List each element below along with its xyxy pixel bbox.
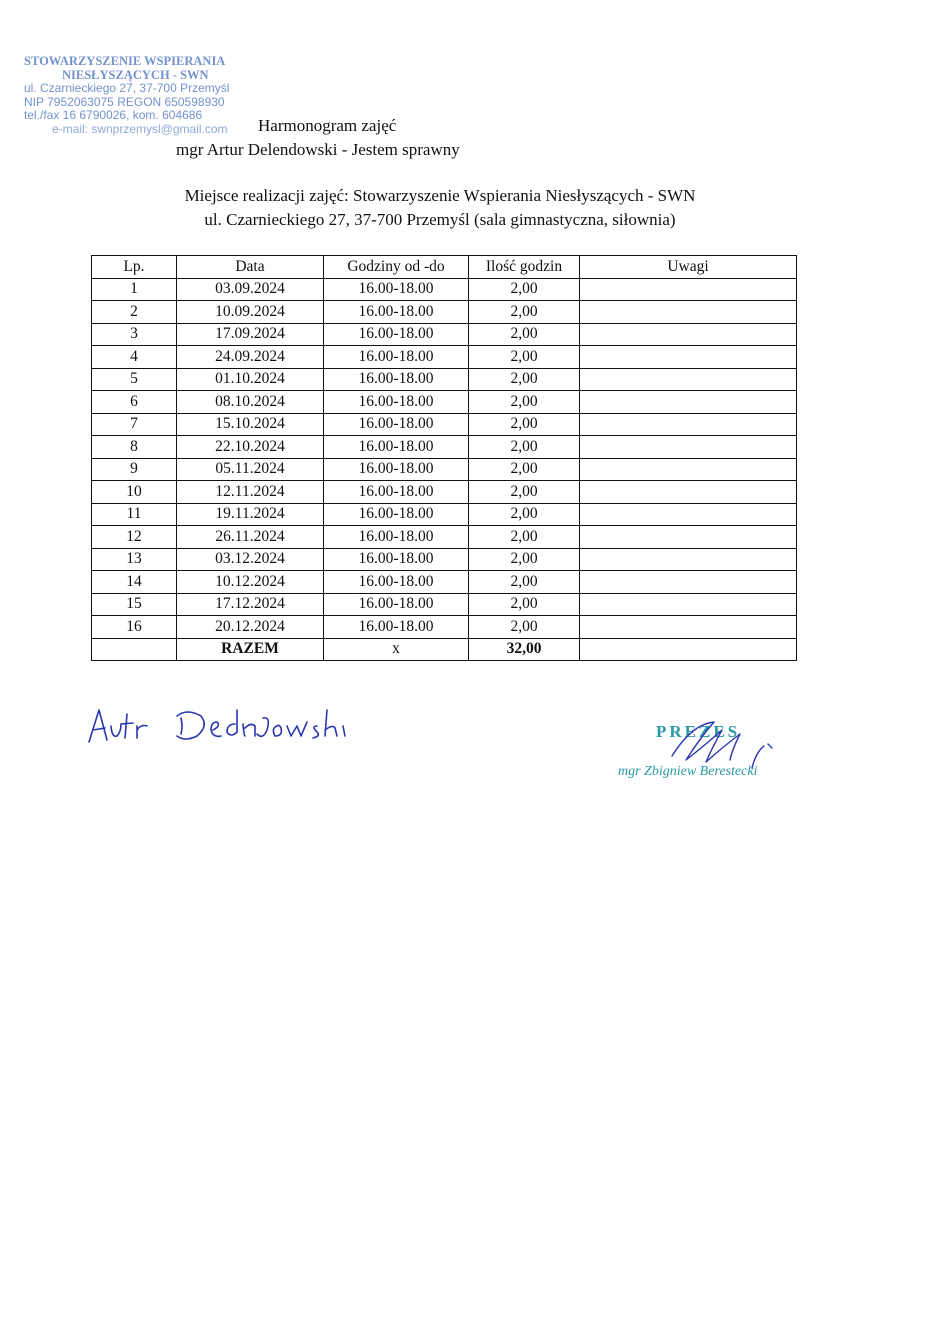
table-row — [92, 368, 797, 391]
cell-hours: 16.00-18.00 — [324, 368, 469, 391]
stamp-line-4: NIP 7952063075 REGON 650598930 — [24, 94, 225, 109]
cell-notes — [580, 413, 797, 436]
table-row — [92, 413, 797, 436]
cell-hours: 16.00-18.00 — [324, 526, 469, 549]
cell-count: 2,00 — [469, 368, 580, 391]
cell-count: 2,00 — [469, 458, 580, 481]
cell-notes — [580, 593, 797, 616]
cell-date: 03.12.2024 — [177, 548, 324, 571]
cell-count: 2,00 — [469, 346, 580, 369]
cell-hours: 16.00-18.00 — [324, 278, 469, 301]
table-row — [92, 391, 797, 414]
cell-date: 08.10.2024 — [177, 391, 324, 414]
cell-hours: 16.00-18.00 — [324, 593, 469, 616]
cell-lp: 10 — [92, 481, 177, 504]
cell-lp: 6 — [92, 391, 177, 414]
document-title: Harmonogram zajęć — [258, 116, 397, 135]
cell-count: 2,00 — [469, 413, 580, 436]
cell-date: 10.12.2024 — [177, 571, 324, 594]
cell-count: 2,00 — [469, 436, 580, 459]
document-subtitle: mgr Artur Delendowski - Jestem sprawny — [176, 140, 460, 159]
table-row — [92, 571, 797, 594]
cell-hours: 16.00-18.00 — [324, 346, 469, 369]
cell-hours: 16.00-18.00 — [324, 323, 469, 346]
cell-lp: 15 — [92, 593, 177, 616]
cell-lp: 13 — [92, 548, 177, 571]
table-row — [92, 481, 797, 504]
cell-lp: 12 — [92, 526, 177, 549]
column-header-date: Data — [177, 256, 324, 279]
cell-notes — [580, 368, 797, 391]
table-row — [92, 278, 797, 301]
cell-date: 26.11.2024 — [177, 526, 324, 549]
cell-hours: 16.00-18.00 — [324, 301, 469, 324]
president-label: PREZES — [656, 722, 741, 741]
column-header-hours: Godziny od -do — [324, 256, 469, 279]
cell-lp: 7 — [92, 413, 177, 436]
table-row — [92, 526, 797, 549]
cell-date: 15.10.2024 — [177, 413, 324, 436]
table-row — [92, 503, 797, 526]
cell-hours: 16.00-18.00 — [324, 503, 469, 526]
stamp-line-6: e-mail: swnprzemysl@gmail.com — [52, 121, 228, 136]
total-hours-cell: x — [324, 638, 469, 661]
cell-lp: 1 — [92, 278, 177, 301]
cell-hours: 16.00-18.00 — [324, 616, 469, 639]
stamp-line-3: ul. Czarnieckiego 27, 37-700 Przemyśl — [24, 81, 230, 95]
cell-hours: 16.00-18.00 — [324, 413, 469, 436]
cell-date: 10.09.2024 — [177, 301, 324, 324]
table-row — [92, 301, 797, 324]
cell-count: 2,00 — [469, 278, 580, 301]
stamp-line-2: NIESŁYSZĄCYCH - SWN — [62, 67, 209, 82]
cell-count: 2,00 — [469, 571, 580, 594]
cell-lp: 5 — [92, 368, 177, 391]
cell-lp: 8 — [92, 436, 177, 459]
cell-date: 17.09.2024 — [177, 323, 324, 346]
cell-notes — [580, 481, 797, 504]
organization-stamp — [24, 55, 294, 136]
cell-hours: 16.00-18.00 — [324, 548, 469, 571]
cell-notes — [580, 616, 797, 639]
cell-count: 2,00 — [469, 301, 580, 324]
cell-lp: 14 — [92, 571, 177, 594]
total-lp-cell — [92, 638, 177, 661]
table-row — [92, 436, 797, 459]
cell-date: 05.11.2024 — [177, 458, 324, 481]
cell-notes — [580, 571, 797, 594]
schedule-table — [91, 255, 797, 661]
column-header-count: Ilość godzin — [469, 256, 580, 279]
table-row — [92, 616, 797, 639]
cell-count: 2,00 — [469, 526, 580, 549]
cell-notes — [580, 526, 797, 549]
cell-notes — [580, 436, 797, 459]
cell-notes — [580, 278, 797, 301]
cell-count: 2,00 — [469, 616, 580, 639]
cell-count: 2,00 — [469, 391, 580, 414]
column-header-lp: Lp. — [92, 256, 177, 279]
total-label: RAZEM — [177, 638, 324, 661]
table-row — [92, 458, 797, 481]
cell-lp: 9 — [92, 458, 177, 481]
cell-lp: 3 — [92, 323, 177, 346]
cell-count: 2,00 — [469, 481, 580, 504]
cell-hours: 16.00-18.00 — [324, 436, 469, 459]
cell-hours: 16.00-18.00 — [324, 391, 469, 414]
cell-date: 24.09.2024 — [177, 346, 324, 369]
cell-hours: 16.00-18.00 — [324, 458, 469, 481]
cell-notes — [580, 391, 797, 414]
cell-notes — [580, 301, 797, 324]
cell-notes — [580, 346, 797, 369]
cell-date: 03.09.2024 — [177, 278, 324, 301]
cell-count: 2,00 — [469, 593, 580, 616]
cell-lp: 2 — [92, 301, 177, 324]
cell-date: 01.10.2024 — [177, 368, 324, 391]
cell-notes — [580, 548, 797, 571]
cell-count: 2,00 — [469, 503, 580, 526]
president-name: mgr Zbigniew Berestecki — [618, 764, 758, 779]
cell-date: 22.10.2024 — [177, 436, 324, 459]
cell-notes — [580, 323, 797, 346]
table-row — [92, 323, 797, 346]
venue-address: ul. Czarnieckiego 27, 37-700 Przemyśl (sala gimnastyczna, siłownia) — [204, 210, 676, 229]
table-row — [92, 548, 797, 571]
venue-line: Miejsce realizacji zajęć: Stowarzyszenie Wspierania Niesłyszących - SWN — [184, 186, 696, 205]
cell-notes — [580, 458, 797, 481]
cell-hours: 16.00-18.00 — [324, 481, 469, 504]
cell-count: 2,00 — [469, 323, 580, 346]
cell-date: 19.11.2024 — [177, 503, 324, 526]
cell-date: 12.11.2024 — [177, 481, 324, 504]
stamp-line-5: tel./fax 16 6790026, kom. 604686 — [24, 108, 203, 122]
table-row — [92, 346, 797, 369]
president-stamp — [612, 716, 802, 786]
table-row — [92, 593, 797, 616]
total-count: 32,00 — [469, 638, 580, 661]
cell-date: 20.12.2024 — [177, 616, 324, 639]
table-header-row — [92, 256, 797, 279]
cell-date: 17.12.2024 — [177, 593, 324, 616]
cell-lp: 16 — [92, 616, 177, 639]
cell-notes — [580, 503, 797, 526]
stamp-line-1: STOWARZYSZENIE WSPIERANIA — [24, 54, 226, 68]
cell-lp: 11 — [92, 503, 177, 526]
total-row — [92, 638, 797, 661]
total-notes-cell — [580, 638, 797, 661]
author-signature — [85, 696, 365, 756]
column-header-notes: Uwagi — [580, 256, 797, 279]
cell-lp: 4 — [92, 346, 177, 369]
table-body — [92, 278, 797, 638]
cell-count: 2,00 — [469, 548, 580, 571]
cell-hours: 16.00-18.00 — [324, 571, 469, 594]
